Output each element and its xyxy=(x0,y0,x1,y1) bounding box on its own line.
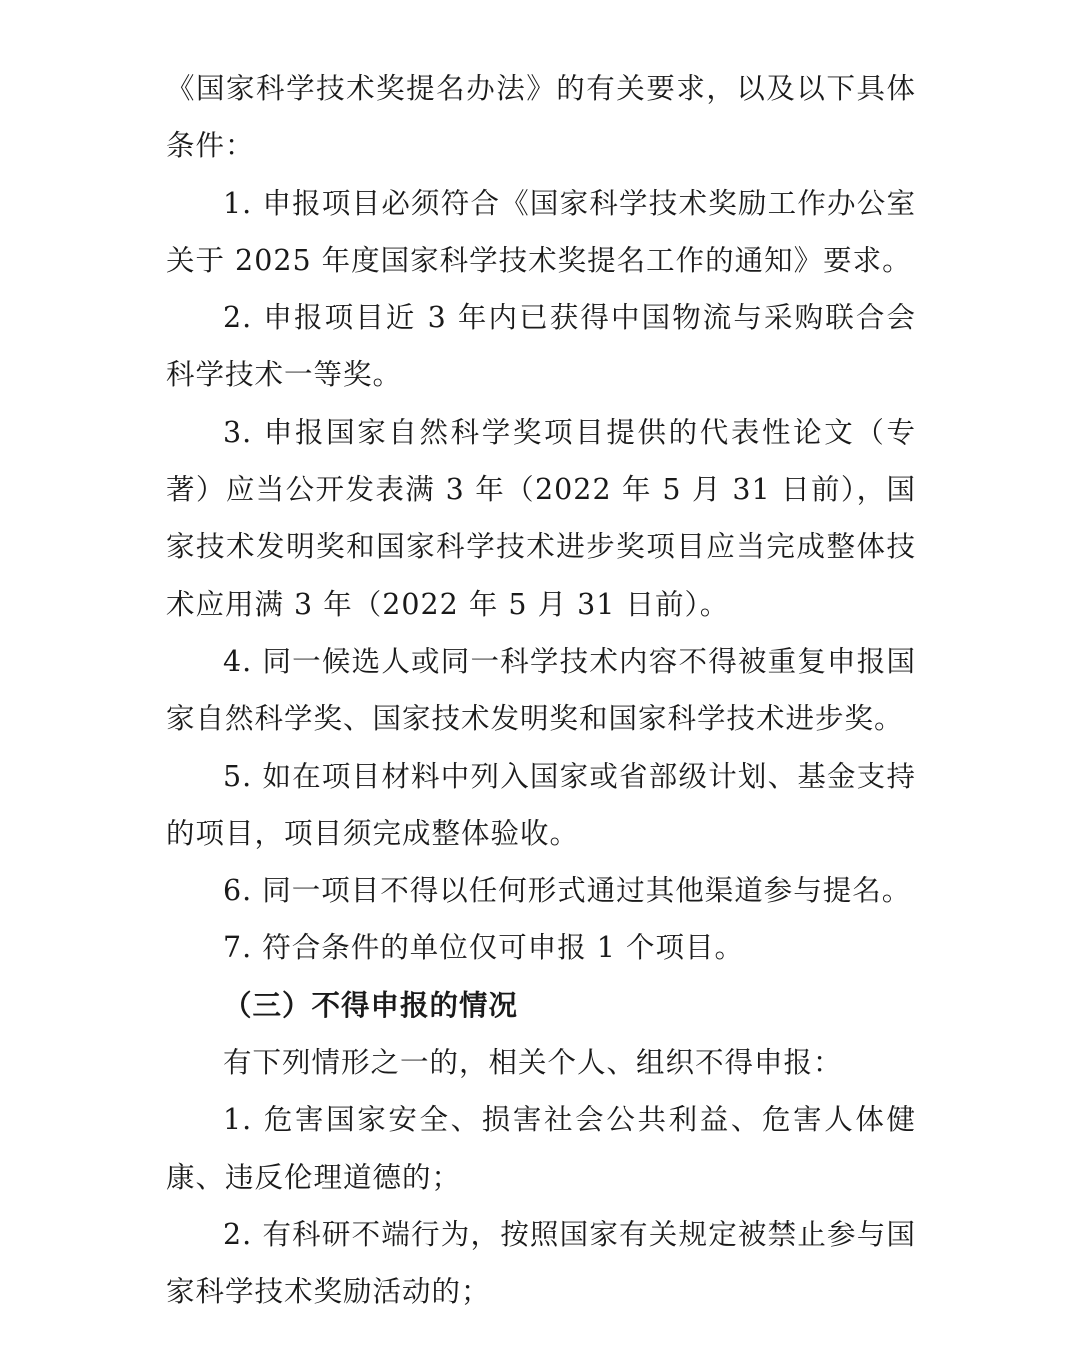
condition-item-3: 3. 申报国家自然科学奖项目提供的代表性论文（专著）应当公开发表满 3 年（2022 年 5 月 31 日前），国家技术发明奖和国家科学技术进步奖项目应当完成整体技术应用满 3 年（2022 年 5 月 31 日前）。 xyxy=(166,415,916,621)
condition-item-4: 4. 同一候选人或同一科学技术内容不得被重复申报国家自然科学奖、国家技术发明奖和国家科学技术进步奖。 xyxy=(166,644,916,736)
condition-item-7: 7. 符合条件的单位仅可申报 1 个项目。 xyxy=(223,931,745,965)
section-heading: （三）不得申报的情况 xyxy=(223,988,519,1022)
exclusion-intro: 有下列情形之一的，相关个人、组织不得申报： xyxy=(223,1046,843,1080)
paragraph-intro-continuation: 《国家科学技术奖提名办法》的有关要求，以及以下具体条件： xyxy=(166,72,916,163)
condition-item-2: 2. 申报项目近 3 年内已获得中国物流与采购联合会科学技术一等奖。 xyxy=(166,301,916,392)
condition-item-5: 5. 如在项目材料中列入国家或省部级计划、基金支持的项目，项目须完成整体验收。 xyxy=(166,759,916,850)
condition-item-6: 6. 同一项目不得以任何形式通过其他渠道参与提名。 xyxy=(223,874,912,908)
document-body xyxy=(166,60,916,1321)
exclusion-item-2: 2. 有科研不端行为，按照国家有关规定被禁止参与国家科学技术奖励活动的； xyxy=(166,1217,916,1309)
condition-item-1: 1. 申报项目必须符合《国家科学技术奖励工作办公室关于 2025 年度国家科学技术奖提名工作的通知》要求。 xyxy=(166,186,916,277)
exclusion-item-1: 1. 危害国家安全、损害社会公共利益、危害人体健康、违反伦理道德的； xyxy=(166,1103,916,1194)
